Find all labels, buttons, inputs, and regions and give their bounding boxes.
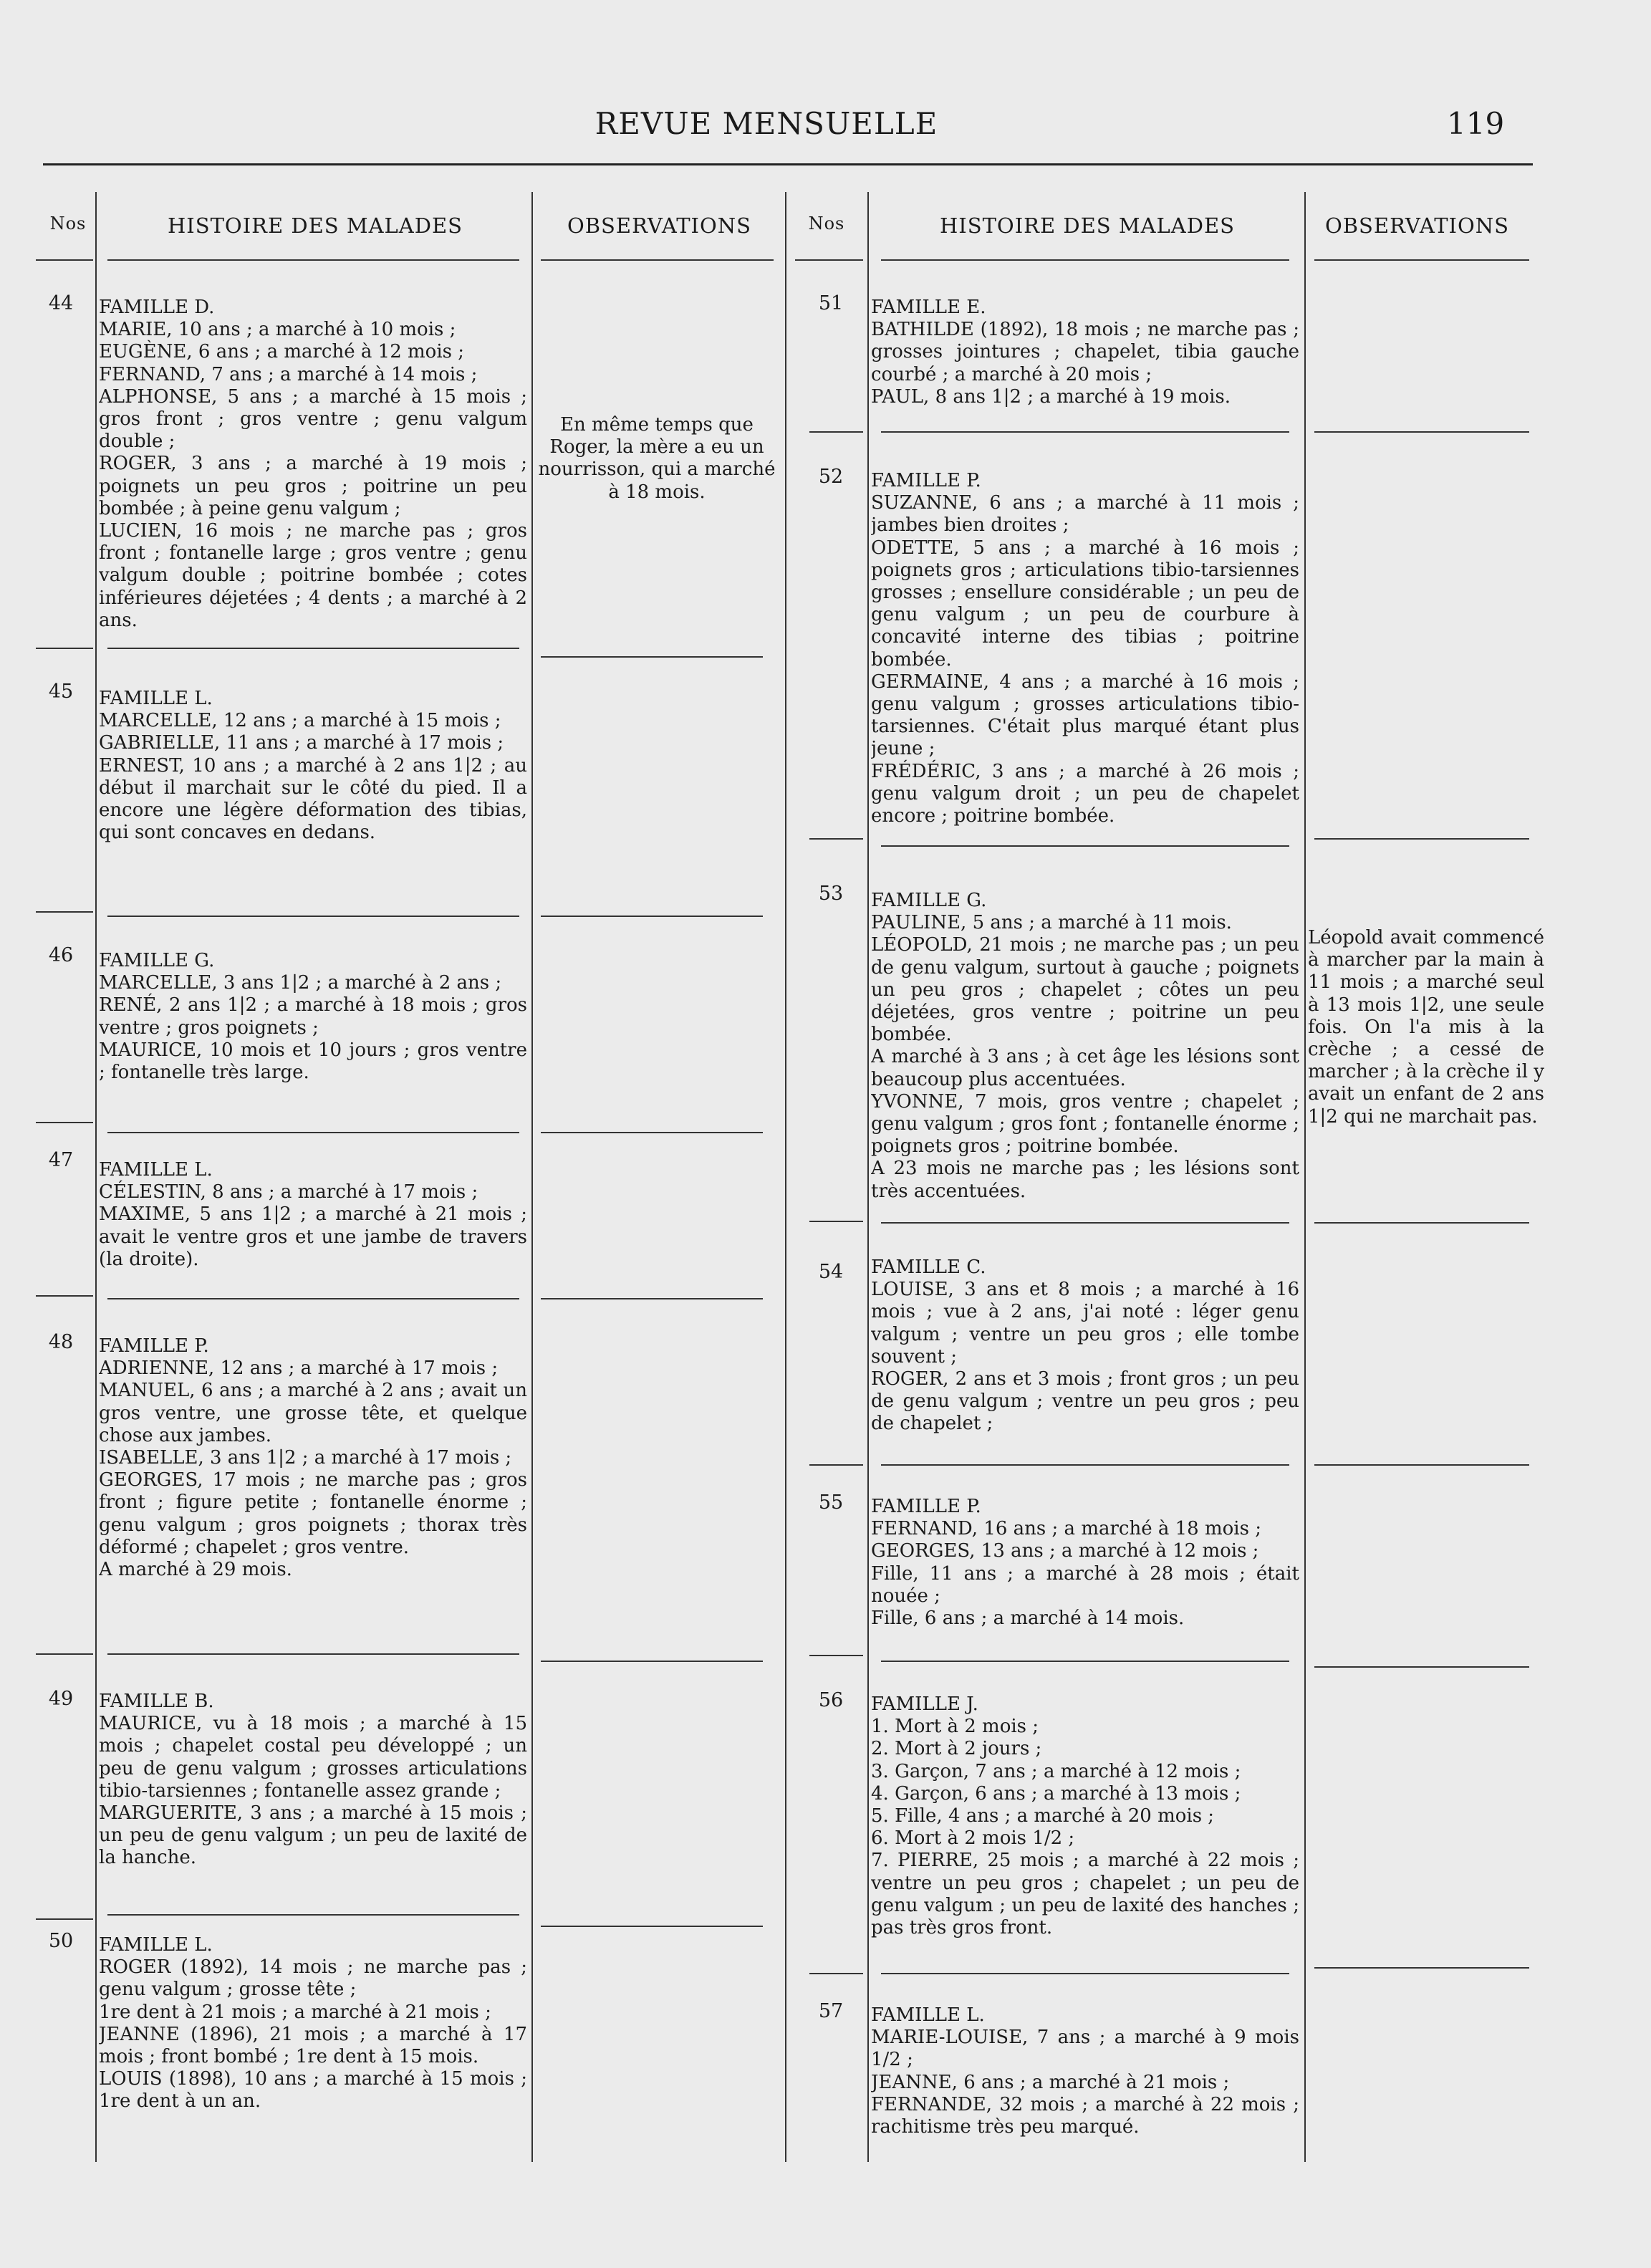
entry-separator	[107, 916, 519, 917]
header-rule	[36, 259, 93, 261]
entry-separator	[1314, 838, 1529, 840]
case-number: 48	[48, 1331, 74, 1353]
entry-separator	[809, 1464, 863, 1466]
column-header-observations: OBSERVATIONS	[1324, 213, 1510, 238]
column-divider	[785, 192, 786, 2162]
column-divider	[531, 192, 533, 2162]
header-rule	[881, 259, 1289, 261]
running-title: REVUE MENSUELLE	[595, 106, 938, 141]
case-number: 56	[818, 1689, 844, 1711]
entry-separator	[541, 1132, 763, 1133]
entry-separator	[881, 1661, 1289, 1662]
entry-separator	[541, 1661, 763, 1662]
header-rule	[1314, 259, 1529, 261]
entry-separator	[36, 911, 93, 913]
entry-separator	[107, 1132, 519, 1133]
header-rule	[795, 259, 863, 261]
entry-separator	[809, 838, 863, 840]
entry-separator	[541, 916, 763, 917]
column-header-nos: Nos	[808, 213, 845, 234]
entry-separator	[881, 845, 1289, 847]
entry-separator	[541, 1926, 763, 1927]
entry-separator	[881, 1464, 1289, 1466]
case-number: 45	[48, 681, 74, 703]
case-number: 46	[48, 944, 74, 966]
column-header-nos: Nos	[49, 213, 87, 234]
entry-separator	[107, 1653, 519, 1655]
entry-separator	[1314, 1464, 1529, 1466]
entry-separator	[1314, 1666, 1529, 1668]
case-number: 57	[818, 2000, 844, 2022]
entry-separator	[36, 1295, 93, 1297]
case-number: 53	[818, 883, 844, 905]
entry-separator	[107, 1914, 519, 1916]
entry-separator	[809, 1973, 863, 1974]
case-observation: En même temps que Roger, la mère a eu un nourrisson, qui a marché à 18 mois.	[538, 414, 776, 503]
case-history: FAMILLE L. CÉLESTIN, 8 ans ; a marché à 17 mois ; MAXIME, 5 ans 1|2 ; a marché à 21 mois ; avait le ventre gros et une jambe de travers (la droite).	[99, 1159, 527, 1270]
case-number: 54	[818, 1261, 844, 1283]
case-history: FAMILLE P. ADRIENNE, 12 ans ; a marché à 17 mois ; MANUEL, 6 ans ; a marché à 2 ans ; avait un gros ventre, une grosse tête, et quelque chose aux jambes. ISABELLE, 3 ans 1|2 ; a marché à 17 mois ; GEORGES, 17 mois ; ne marche pas ; gros front ; figure petite ; fontanelle énorme ; genu valgum ; gros poignets ; thorax très déformé ; chapelet ; gros ventre. A marché à 29 mois.	[99, 1335, 527, 1581]
entry-separator	[107, 1298, 519, 1299]
case-history: FAMILLE P. FERNAND, 16 ans ; a marché à 18 mois ; GEORGES, 13 ans ; a marché à 12 mois ; Fille, 11 ans ; a marché à 28 mois ; était nouée ; Fille, 6 ans ; a marché à 14 mois.	[871, 1496, 1299, 1630]
case-number: 55	[818, 1491, 844, 1514]
entry-separator	[1314, 1222, 1529, 1224]
case-number: 52	[818, 466, 844, 488]
case-history: FAMILLE P. SUZANNE, 6 ans ; a marché à 11 mois ; jambes bien droites ; ODETTE, 5 ans ; a marché à 16 mois ; poignets gros ; articulations tibio-tarsiennes grosses ; ensellure considérable ; un peu de genu valgum ; un peu de courbure à concavité interne des tibias ; poitrine bombée. GERMAINE, 4 ans ; a marché à 16 mois ; genu valgum ; grosses articulations tibio-tarsiennes. C'était plus marqué étant plus jeune ; FRÉDÉRIC, 3 ans ; a marché à 26 mois ; genu valgum droit ; un peu de chapelet encore ; poitrine bombée.	[871, 470, 1299, 827]
case-history: FAMILLE E. BATHILDE (1892), 18 mois ; ne marche pas ; grosses jointures ; chapelet, tibia gauche courbé ; a marché à 20 mois ; PAUL, 8 ans 1|2 ; a marché à 19 mois.	[871, 297, 1299, 408]
entry-separator	[36, 648, 93, 649]
entry-separator	[541, 1298, 763, 1299]
case-history: FAMILLE G. PAULINE, 5 ans ; a marché à 11 mois. LÉOPOLD, 21 mois ; ne marche pas ; un peu de genu valgum, surtout à gauche ; poignets un peu gros ; chapelet ; côtes un peu déjetées, gros ventre ; poitrine un peu bombée. A marché à 3 ans ; à cet âge les lésions sont beaucoup plus accentuées. YVONNE, 7 mois, gros ventre ; chapelet ; genu valgum ; gros font ; fontanelle énorme ; poignets gros ; poitrine bombée. A 23 mois ne marche pas ; les lésions sont très accentuées.	[871, 890, 1299, 1202]
page-number: 119	[1447, 106, 1505, 141]
entry-separator	[36, 1918, 93, 1920]
entry-separator	[36, 1122, 93, 1123]
case-number: 49	[48, 1688, 74, 1710]
entry-separator	[36, 1653, 93, 1655]
case-number: 47	[48, 1149, 74, 1171]
column-header-observations: OBSERVATIONS	[567, 213, 752, 238]
entry-separator	[107, 648, 519, 649]
case-history: FAMILLE L. MARCELLE, 12 ans ; a marché à 15 mois ; GABRIELLE, 11 ans ; a marché à 17 mois ; ERNEST, 10 ans ; a marché à 2 ans 1|2 ; au début il marchait sur le côté du pied. Il a encore une légère déformation des tibias, qui sont concaves en dedans.	[99, 688, 527, 844]
header-rule	[541, 259, 774, 261]
case-observation: Léopold avait commencé à marcher par la main à 11 mois ; a marché seul à 13 mois 1|2, une seule fois. On l'a mis à la crèche ; a cessé de marcher ; à la crèche il y avait un enfant de 2 ans 1|2 qui ne marchait pas.	[1308, 927, 1544, 1128]
entry-separator	[881, 1973, 1289, 1974]
case-history: FAMILLE D. MARIE, 10 ans ; a marché à 10 mois ; EUGÈNE, 6 ans ; a marché à 12 mois ; FERNAND, 7 ans ; a marché à 14 mois ; ALPHONSE, 5 ans ; a marché à 15 mois ; gros front ; gros ventre ; genu valgum double ; ROGER, 3 ans ; a marché à 19 mois ; poignets un peu gros ; poitrine un peu bombée ; à peine genu valgum ; LUCIEN, 16 mois ; ne marche pas ; gros front ; fontanelle large ; gros ventre ; genu valgum double ; poitrine bombée ; cotes inférieures déjetées ; 4 dents ; a marché à 2 ans.	[99, 297, 527, 631]
column-header-history: HISTOIRE DES MALADES	[167, 213, 463, 238]
entry-separator	[1314, 1967, 1529, 1969]
column-divider	[1304, 192, 1306, 2162]
top-rule	[43, 163, 1533, 165]
entry-separator	[541, 656, 763, 658]
case-history: FAMILLE C. LOUISE, 3 ans et 8 mois ; a marché à 16 mois ; vue à 2 ans, j'ai noté : léger genu valgum ; ventre un peu gros ; elle tombe souvent ; ROGER, 2 ans et 3 mois ; front gros ; un peu de genu valgum ; ventre un peu gros ; peu de chapelet ;	[871, 1256, 1299, 1435]
case-history: FAMILLE B. MAURICE, vu à 18 mois ; a marché à 15 mois ; chapelet costal peu développé ; un peu de genu valgum ; grosses articulations tibio-tarsiennes ; fontanelle assez grande ; MARGUERITE, 3 ans ; a marché à 15 mois ; un peu de genu valgum ; un peu de laxité de la hanche.	[99, 1691, 527, 1869]
case-history: FAMILLE L. ROGER (1892), 14 mois ; ne marche pas ; genu valgum ; grosse tête ; 1re dent à 21 mois ; a marché à 21 mois ; JEANNE (1896), 21 mois ; a marché à 17 mois ; front bombé ; 1re dent à 15 mois. LOUIS (1898), 10 ans ; a marché à 15 mois ; 1re dent à un an.	[99, 1934, 527, 2113]
case-history: FAMILLE L. MARIE-LOUISE, 7 ans ; a marché à 9 mois 1/2 ; JEANNE, 6 ans ; a marché à 21 mois ; FERNANDE, 32 mois ; a marché à 22 mois ; rachitisme très peu marqué.	[871, 2004, 1299, 2138]
case-number: 44	[48, 292, 74, 314]
entry-separator	[881, 1222, 1289, 1224]
case-number: 51	[818, 292, 844, 314]
entry-separator	[809, 1221, 863, 1222]
entry-separator	[1314, 431, 1529, 433]
column-divider	[95, 192, 97, 2162]
header-rule	[107, 259, 519, 261]
entry-separator	[809, 1655, 863, 1656]
entry-separator	[881, 431, 1289, 433]
case-number: 50	[48, 1930, 74, 1952]
case-history: FAMILLE J. 1. Mort à 2 mois ; 2. Mort à 2 jours ; 3. Garçon, 7 ans ; a marché à 12 mois ; 4. Garçon, 6 ans ; a marché à 13 mois ; 5. Fille, 4 ans ; a marché à 20 mois ; 6. Mort à 2 mois 1/2 ; 7. PIERRE, 25 mois ; a marché à 22 mois ; ventre un peu gros ; chapelet ; un peu de genu valgum ; un peu de laxité des hanches ; pas très gros front.	[871, 1693, 1299, 1939]
entry-separator	[809, 431, 863, 433]
column-header-history: HISTOIRE DES MALADES	[939, 213, 1236, 238]
case-history: FAMILLE G. MARCELLE, 3 ans 1|2 ; a marché à 2 ans ; RENÉ, 2 ans 1|2 ; a marché à 18 mois ; gros ventre ; gros poignets ; MAURICE, 10 mois et 10 jours ; gros ventre ; fontanelle très large.	[99, 950, 527, 1084]
